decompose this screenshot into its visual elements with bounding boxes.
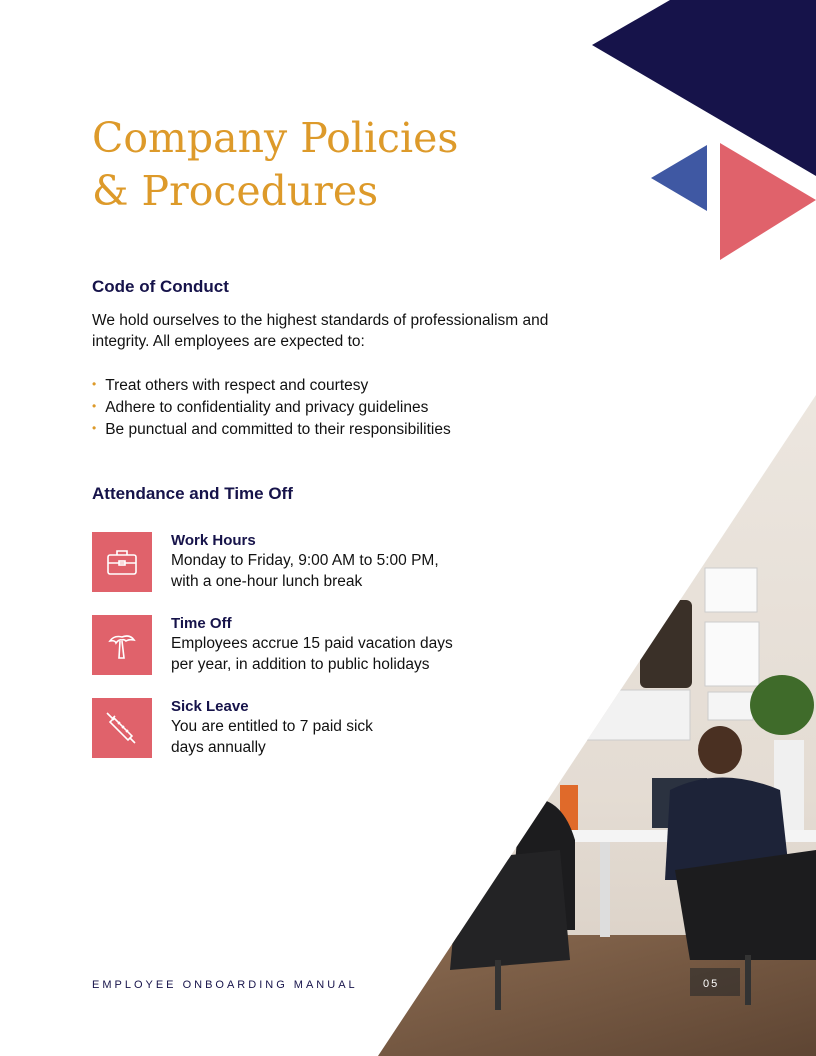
palm-tree-icon	[92, 615, 152, 675]
briefcase-icon	[92, 532, 152, 592]
list-item: • Adhere to confidentiality and privacy guidelines	[92, 397, 451, 419]
conduct-intro: We hold ourselves to the highest standards of professionalism and integrity. All employees are expected to:	[92, 312, 549, 350]
time-off-item: Time Off Employees accrue 15 paid vacation days per year, in addition to public holidays	[92, 615, 453, 675]
sick-leave-item: Sick Leave You are entitled to 7 paid sick days annually	[92, 698, 373, 758]
syringe-icon	[92, 698, 152, 758]
page-title: Company Policies & Procedures	[92, 114, 459, 215]
conduct-bullets	[92, 375, 451, 441]
item-title: Work Hours	[171, 532, 256, 549]
code-of-conduct-heading: Code of Conduct	[92, 277, 229, 296]
item-title: Time Off	[171, 615, 232, 632]
page-number: 05	[703, 978, 720, 990]
list-item: • Treat others with respect and courtesy	[92, 375, 451, 397]
footer-label: EMPLOYEE ONBOARDING MANUAL	[92, 979, 358, 991]
office-photo	[378, 395, 816, 1056]
item-title: Sick Leave	[171, 698, 249, 715]
work-hours-item: Work Hours Monday to Friday, 9:00 AM to 5:00 PM, with a one-hour lunch break	[92, 532, 439, 592]
attendance-heading: Attendance and Time Off	[92, 484, 293, 503]
blue-triangle	[651, 145, 707, 211]
list-item: • Be punctual and committed to their responsibilities	[92, 419, 451, 441]
